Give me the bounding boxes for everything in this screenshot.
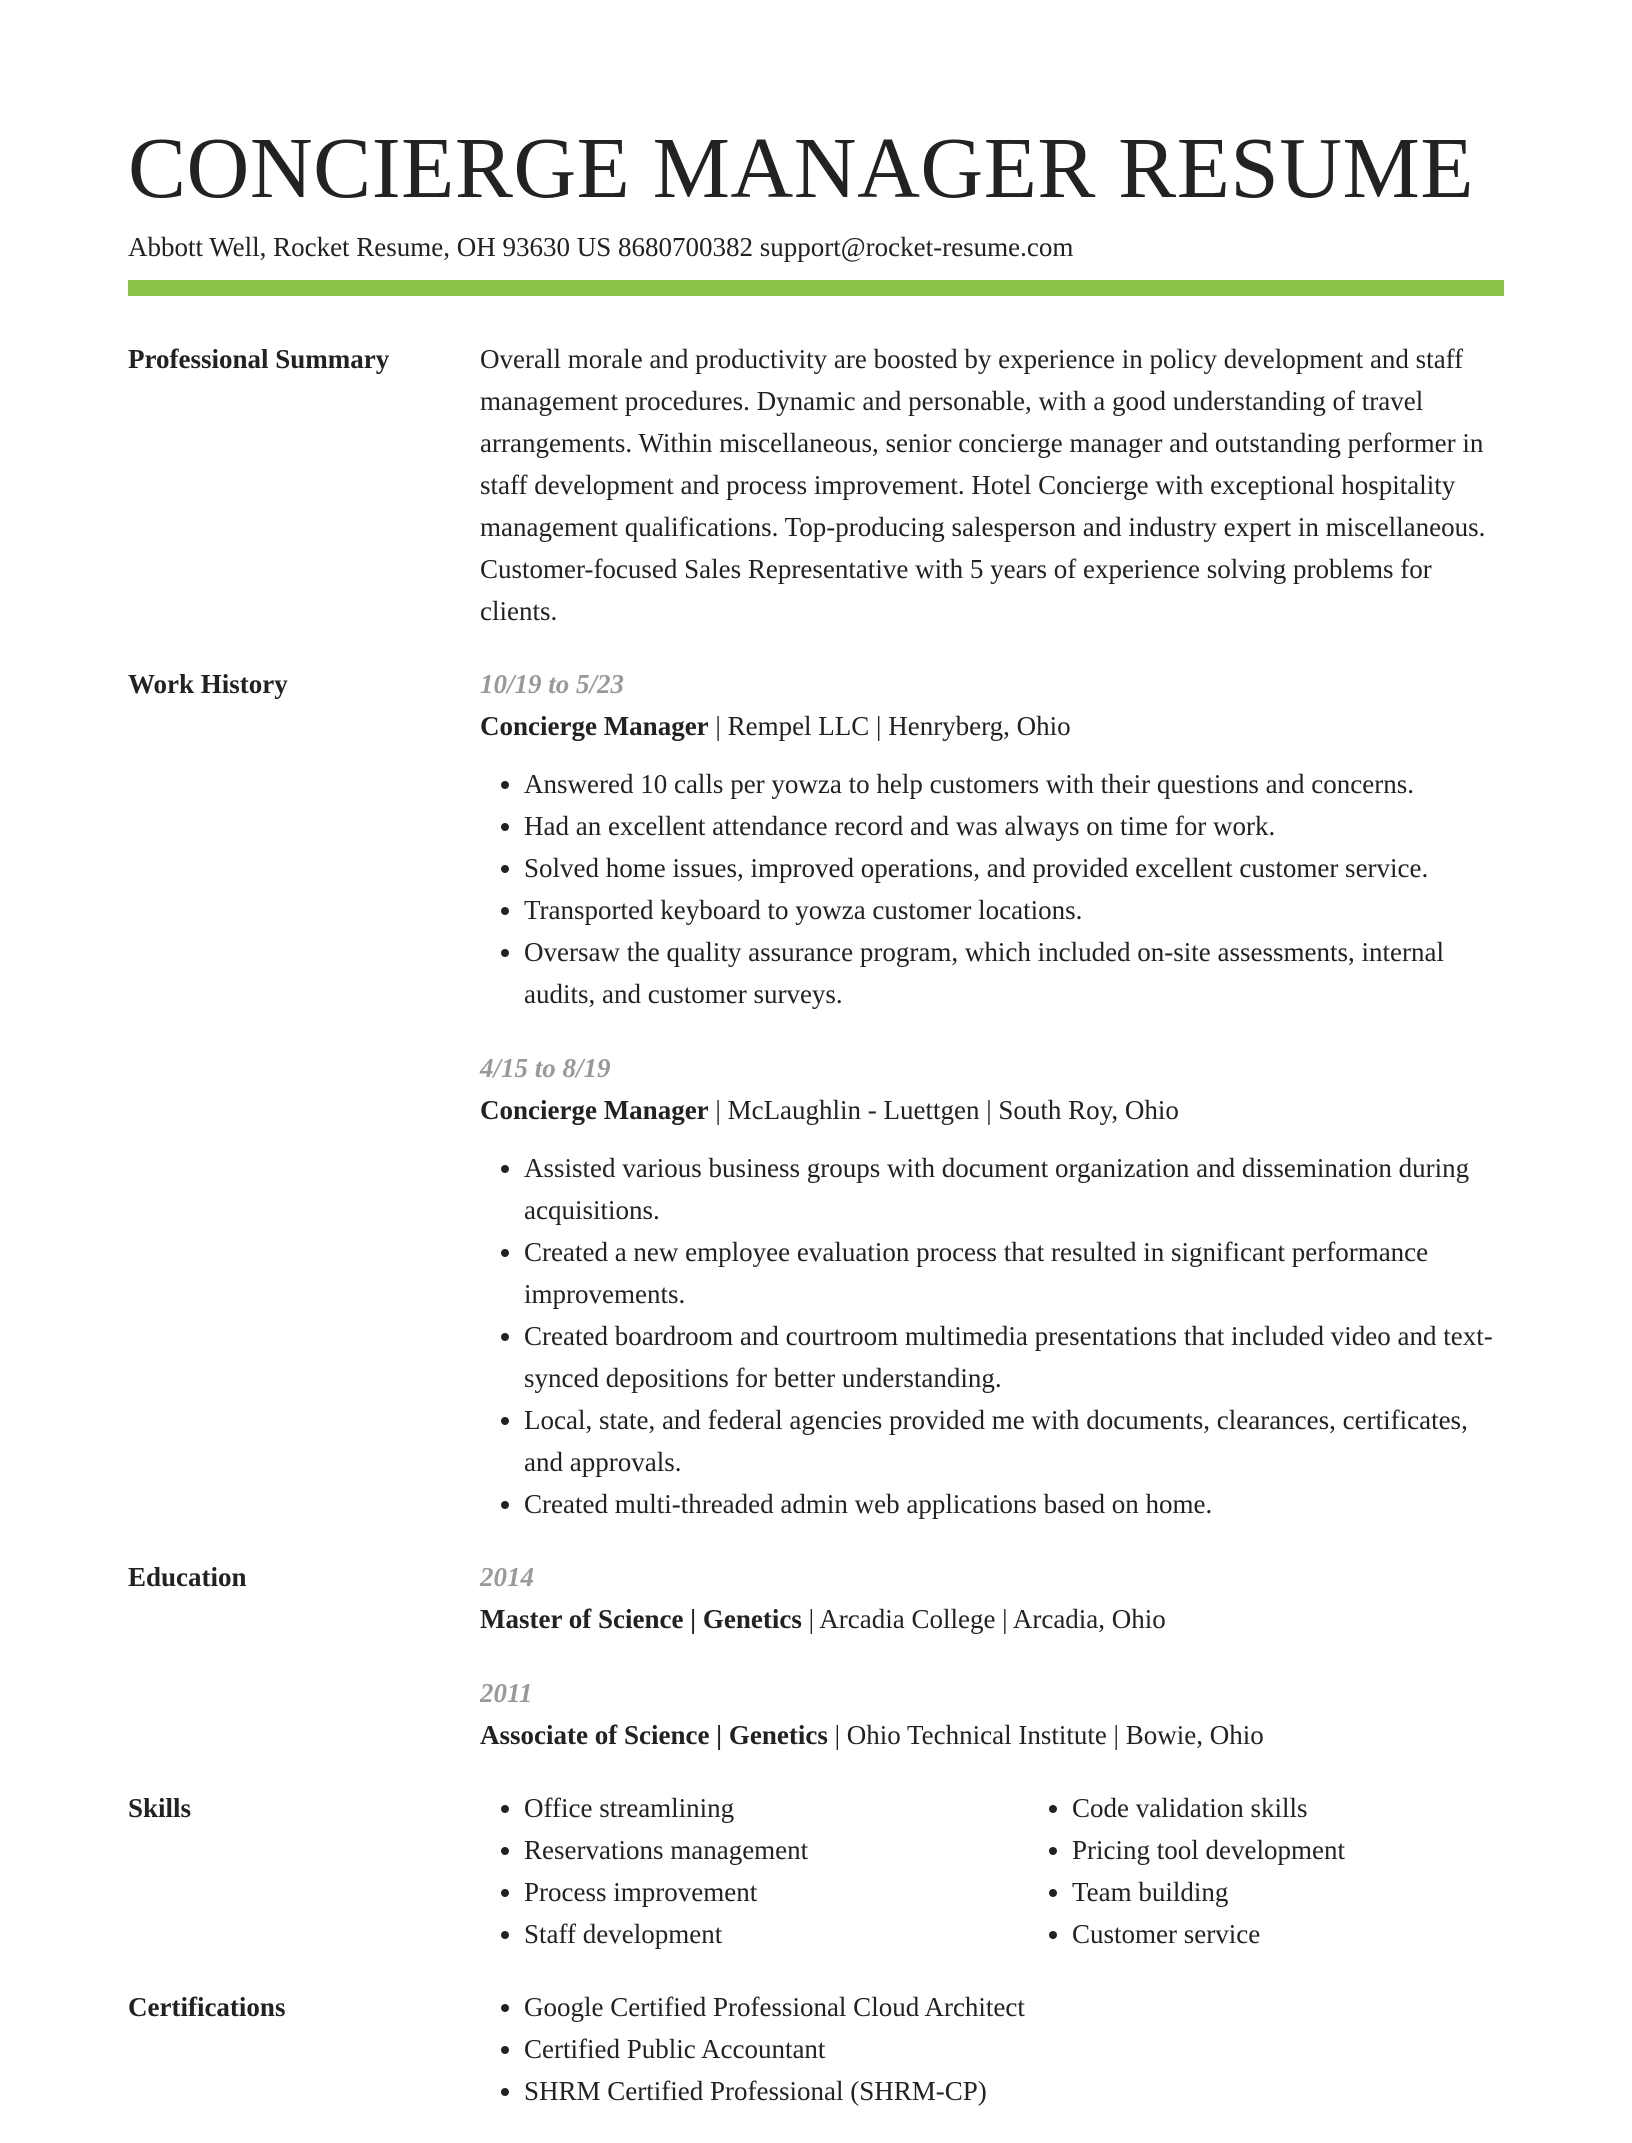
work-history-label: Work History	[128, 669, 288, 699]
skill-item: • Staff development	[524, 1913, 1028, 1955]
certification-item: • SHRM Certified Professional (SHRM-CP)	[524, 2070, 1504, 2112]
education-headline	[480, 1598, 1504, 1640]
education-degree: Associate of Science | Genetics	[480, 1720, 828, 1750]
skill-item: • Office streamlining	[524, 1787, 1028, 1829]
job-dates: 10/19 to 5/23	[480, 669, 625, 699]
education-degree: Master of Science | Genetics	[480, 1604, 802, 1634]
skills-section	[128, 1787, 1504, 1955]
job-entry	[480, 1047, 1504, 1525]
resume-sections	[128, 338, 1504, 2112]
job-details: | McLaughlin - Luettgen | South Roy, Ohio	[708, 1095, 1179, 1125]
job-bullet: • Created a new employee evaluation process that resulted in significant performance improvements.	[524, 1231, 1504, 1315]
education-body	[480, 1556, 1504, 1756]
education-entry	[480, 1672, 1504, 1756]
job-bullet: • Solved home issues, improved operations, and provided excellent customer service.	[524, 847, 1504, 889]
education-year: 2011	[480, 1678, 533, 1708]
education-label: Education	[128, 1562, 247, 1592]
job-bullets	[480, 763, 1504, 1015]
skill-item: • Process improvement	[524, 1871, 1028, 1913]
skills-list-left	[480, 1787, 1028, 1955]
certifications-label: Certifications	[128, 1992, 286, 2022]
skills-body	[480, 1787, 1576, 1955]
job-title: Concierge Manager	[480, 711, 709, 741]
certifications-list	[480, 1986, 1504, 2112]
job-bullet: • Answered 10 calls per yowza to help customers with their questions and concerns.	[524, 763, 1504, 805]
job-bullet: • Transported keyboard to yowza customer locations.	[524, 889, 1504, 931]
certification-item: • Certified Public Accountant	[524, 2028, 1504, 2070]
skill-item: • Reservations management	[524, 1829, 1028, 1871]
education-entry	[480, 1556, 1504, 1640]
job-dates: 4/15 to 8/19	[480, 1053, 611, 1083]
job-bullet: • Created boardroom and courtroom multimedia presentations that included video and text-synced depositions for better understanding.	[524, 1315, 1504, 1399]
job-bullets	[480, 1147, 1504, 1525]
certifications-body	[480, 1986, 1504, 2112]
job-bullet: • Had an excellent attendance record and was always on time for work.	[524, 805, 1504, 847]
education-year: 2014	[480, 1562, 534, 1592]
job-bullet: • Local, state, and federal agencies provided me with documents, clearances, certificates, and approvals.	[524, 1399, 1504, 1483]
education-details: | Ohio Technical Institute | Bowie, Ohio	[827, 1720, 1264, 1750]
skills-label: Skills	[128, 1793, 192, 1823]
job-entry	[480, 663, 1504, 1015]
work-history-section	[128, 663, 1504, 1525]
job-details: | Rempel LLC | Henryberg, Ohio	[708, 711, 1071, 741]
contact-line: Abbott Well, Rocket Resume, OH 93630 US 8680700382 support@rocket-resume.com	[128, 232, 1074, 262]
education-headline	[480, 1714, 1504, 1756]
summary-label: Professional Summary	[128, 344, 390, 374]
summary-text: Overall morale and productivity are boosted by experience in policy development and staff management procedures. Dynamic and personable, with a good understanding of travel arrangements. Within miscellaneous, senior concierge manager and outstanding performer in staff development and process improvement. Hotel Concierge with exceptional hospitality management qualifications. Top-producing salesperson and industry expert in miscellaneous. Customer-focused Sales Representative with 5 years of experience solving problems for clients.	[480, 344, 1486, 626]
education-section	[128, 1556, 1504, 1756]
skills-list-right	[1028, 1787, 1576, 1955]
skill-item: • Pricing tool development	[1072, 1829, 1576, 1871]
work-history-body	[480, 663, 1504, 1525]
job-bullet: • Created multi-threaded admin web applications based on home.	[524, 1483, 1504, 1525]
resume-page	[128, 0, 1504, 2143]
education-details: | Arcadia College | Arcadia, Ohio	[801, 1604, 1166, 1634]
job-headline	[480, 1089, 1504, 1131]
job-bullet: • Assisted various business groups with document organization and dissemination during acquisitions.	[524, 1147, 1504, 1231]
skill-item: • Team building	[1072, 1871, 1576, 1913]
skill-item: • Code validation skills	[1072, 1787, 1576, 1829]
job-title: Concierge Manager	[480, 1095, 709, 1125]
certifications-section	[128, 1986, 1504, 2112]
summary-section	[128, 338, 1504, 632]
summary-body	[480, 338, 1504, 632]
accent-divider	[128, 280, 1504, 296]
job-headline	[480, 705, 1504, 747]
skill-item: • Customer service	[1072, 1913, 1576, 1955]
certification-item: • Google Certified Professional Cloud Architect	[524, 1986, 1504, 2028]
resume-title: CONCIERGE MANAGER RESUME	[128, 119, 1475, 216]
job-bullet: • Oversaw the quality assurance program, which included on-site assessments, internal audits, and customer surveys.	[524, 931, 1504, 1015]
